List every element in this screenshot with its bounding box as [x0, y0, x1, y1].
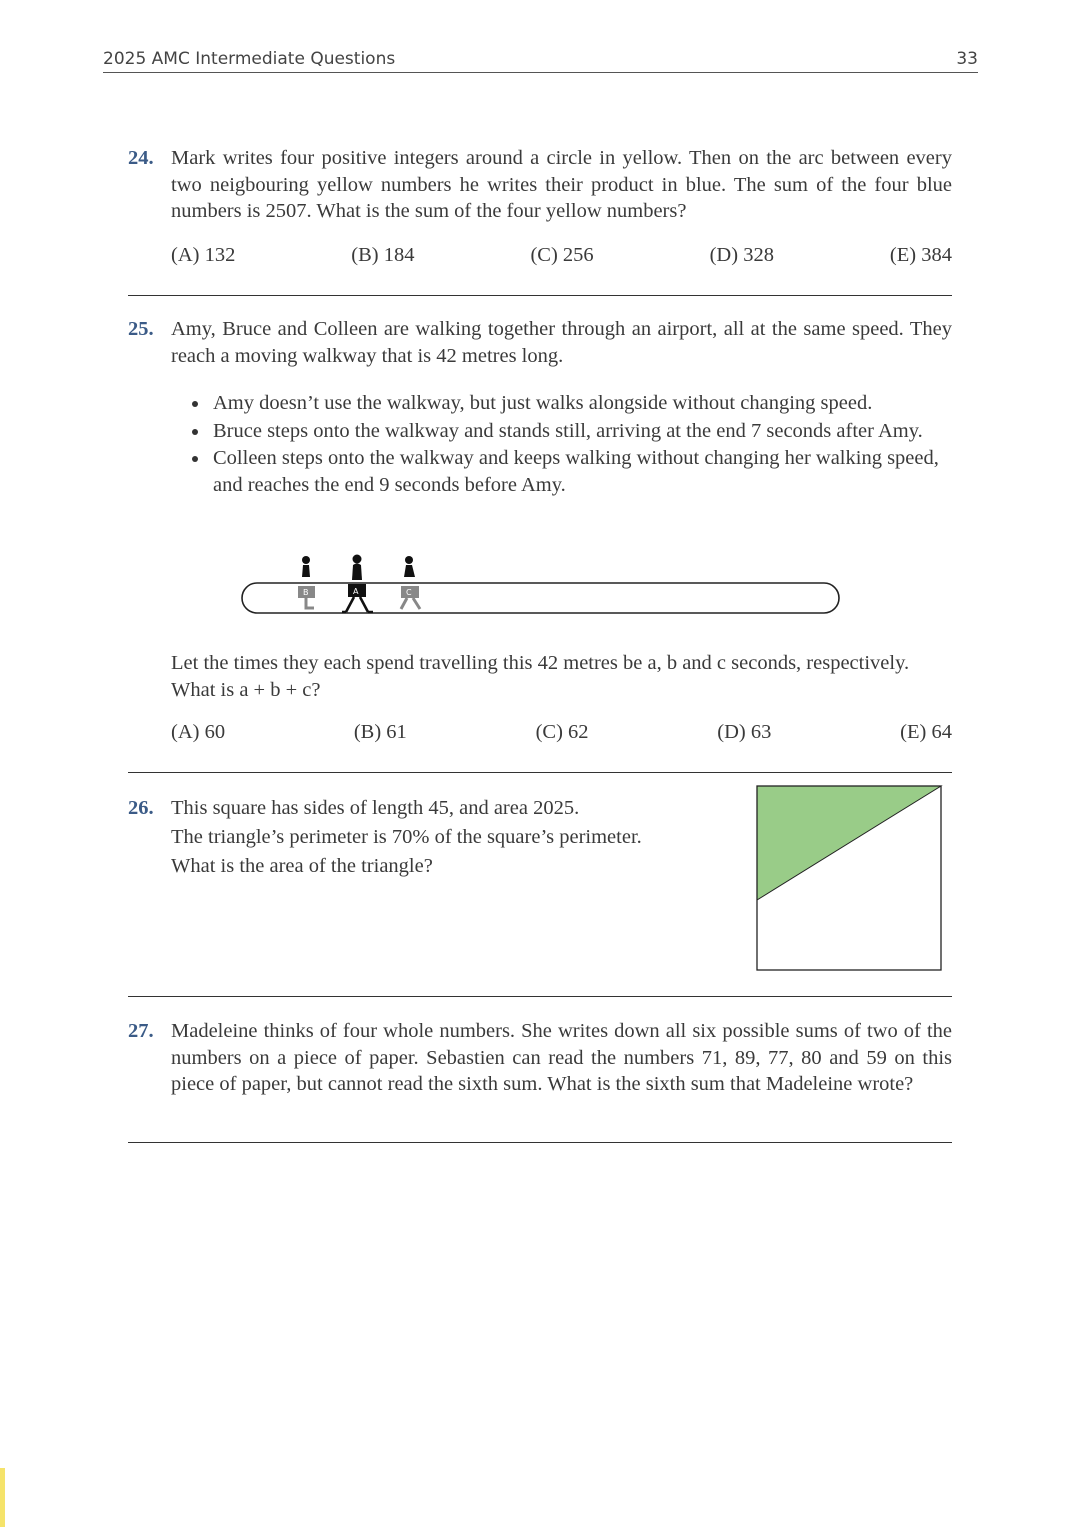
shaded-triangle — [757, 786, 941, 900]
page-header — [103, 48, 978, 73]
square-triangle-figure — [755, 784, 945, 974]
bullet-dot-icon — [192, 429, 198, 435]
question-26 — [128, 794, 728, 881]
walkway-shape — [242, 583, 839, 613]
answer-option-e: (E) 64 — [900, 721, 952, 743]
bullet-item: Colleen steps onto the walkway and keeps walking without changing her walking speed, and reaches the end 9 seconds before Amy. — [190, 445, 955, 498]
question-number: 27. — [128, 1020, 154, 1042]
answer-option-c: (C) 256 — [530, 244, 594, 266]
question-24 — [128, 145, 952, 225]
bullet-item: Amy doesn’t use the walkway, but just walks alongside without changing speed. — [190, 390, 955, 417]
answer-option-d: (D) 63 — [717, 721, 772, 743]
divider — [128, 295, 952, 296]
svg-text:B: B — [303, 588, 309, 597]
bruce-figure-icon — [298, 556, 315, 608]
answer-option-c: (C) 62 — [535, 721, 589, 743]
divider — [128, 996, 952, 997]
question-number: 25. — [128, 318, 154, 340]
walkway-figure — [236, 550, 846, 620]
question-27 — [128, 1018, 952, 1098]
divider — [128, 1142, 952, 1143]
bullet-list — [190, 390, 955, 499]
question-line: The triangle’s perimeter is 70% of the square’s perimeter. — [171, 826, 642, 848]
edge-strip — [0, 1468, 5, 1527]
question-followup: Let the times they each spend travelling this 42 metres be a, b and c seconds, respectively. What is a + b + c? — [171, 652, 910, 701]
answer-option-e: (E) 384 — [889, 244, 952, 266]
header-title: 2025 AMC Intermediate Questions — [103, 49, 396, 69]
question-number: 26. — [128, 797, 154, 819]
answer-option-a: (A) 60 — [171, 721, 226, 743]
question-line: This square has sides of length 45, and area 2025. — [171, 797, 580, 819]
answer-options-24 — [171, 244, 952, 267]
question-line: What is the area of the triangle? — [171, 855, 433, 877]
bullet-dot-icon — [192, 456, 198, 462]
svg-text:A: A — [353, 587, 359, 596]
answer-option-a: (A) 132 — [171, 244, 236, 266]
answer-option-b: (B) 61 — [353, 721, 407, 743]
svg-text:C: C — [406, 588, 412, 597]
bullet-dot-icon — [192, 401, 198, 407]
answer-options-25 — [171, 721, 952, 744]
question-text: Madeleine thinks of four whole numbers. She writes down all six possible sums of two of the numbers on a piece of paper. Sebastien can read the numbers 71, 89, 77, 80 and 59 on this piece of paper, but cannot read the sixth sum. What is the sixth sum that Madeleine wrote? — [171, 1020, 952, 1095]
answer-option-d: (D) 328 — [709, 244, 774, 266]
question-text: Amy, Bruce and Colleen are walking together through an airport, all at the same speed. They reach a moving walkway that is 42 metres long. — [171, 318, 952, 367]
page-number: 33 — [956, 49, 978, 69]
divider — [128, 772, 952, 773]
answer-option-b: (B) 184 — [351, 244, 415, 266]
question-text: Mark writes four positive integers around a circle in yellow. Then on the arc between every two neigbouring yellow numbers he writes their product in blue. The sum of the four blue numbers is 2507. What is the sum of the four yellow numbers? — [171, 147, 952, 222]
question-number: 24. — [128, 147, 154, 169]
bullet-item: Bruce steps onto the walkway and stands still, arriving at the end 7 seconds after Amy. — [190, 418, 955, 445]
question-25 — [128, 316, 952, 369]
